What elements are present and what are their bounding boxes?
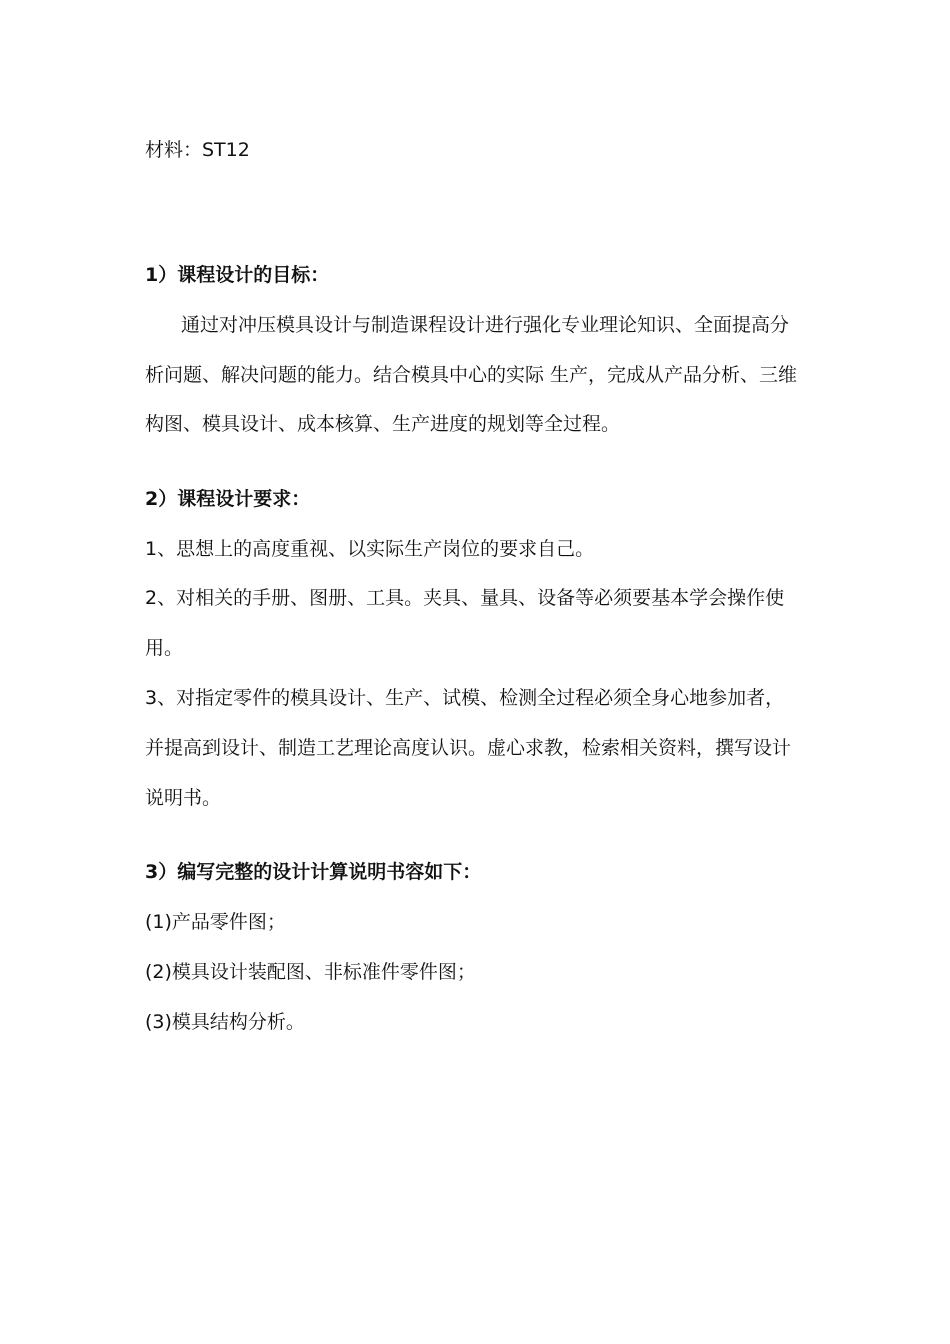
section-2-item-line: 1、思想上的高度重视、以实际生产岗位的要求自己。	[145, 538, 595, 560]
material-line: 材料：ST12	[145, 139, 250, 161]
section-3-heading: 3）编写完整的设计计算说明书容如下：	[145, 861, 482, 883]
section-2-item-line: 用。	[145, 637, 184, 659]
section-2-item-line: 说明书。	[145, 787, 222, 809]
section-1-paragraph-line: 构图、模具设计、成本核算、生产进度的规划等全过程。	[145, 413, 621, 435]
section-3-list-item: (1)产品零件图；	[145, 911, 286, 933]
section-2-item-line: 并提高到设计、制造工艺理论高度认识。虚心求教，检索相关资料，撰写设计	[145, 737, 792, 759]
section-2-item-line: 3、对指定零件的模具设计、生产、试模、检测全过程必须全身心地参加者，	[145, 687, 785, 709]
section-1-heading: 1）课程设计的目标：	[145, 264, 330, 286]
section-1-paragraph-line: 通过对冲压模具设计与制造课程设计进行强化专业理论知识、全面提高分	[181, 314, 790, 336]
section-3-list-item: (2)模具设计装配图、非标准件零件图；	[145, 961, 476, 983]
section-3-list-item: (3)模具结构分析。	[145, 1011, 305, 1033]
section-1-paragraph-line: 析问题、解决问题的能力。结合模具中心的实际 生产，完成从产品分析、三维	[145, 364, 798, 386]
section-2-heading: 2）课程设计要求：	[145, 488, 311, 510]
section-2-item-line: 2、对相关的手册、图册、工具。夹具、量具、设备等必须要基本学会操作使	[145, 587, 785, 609]
